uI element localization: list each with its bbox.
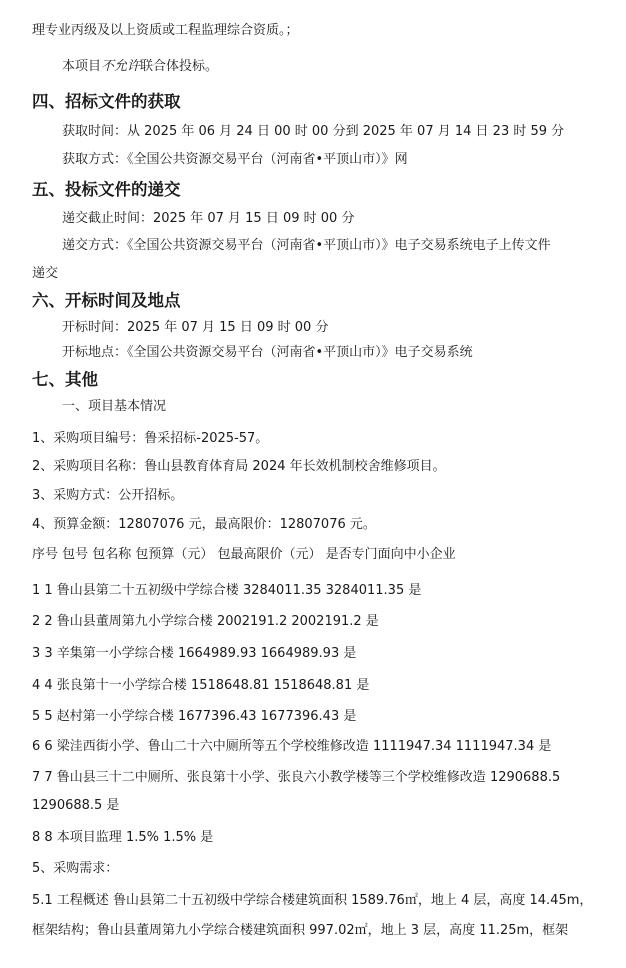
text-line: 1、采购项目编号：鲁采招标-2025-57。 xyxy=(32,431,269,446)
table-row: 1 1 鲁山县第二十五初级中学综合楼 3284011.35 3284011.35 是 xyxy=(32,583,422,598)
table-header: 序号 包号 包名称 包预算（元） 包最高限价（元） 是否专门面向中小企业 xyxy=(32,547,456,562)
section-heading: 六、开标时间及地点 xyxy=(32,291,181,310)
table-row: 6 6 梁洼西街小学、鲁山二十六中厕所等五个学校维修改造 1111947.34 1111947.34 是 xyxy=(32,739,552,754)
section-heading: 五、投标文件的递交 xyxy=(32,180,181,199)
text-line: 3、采购方式：公开招标。 xyxy=(32,488,184,503)
section-heading: 四、招标文件的获取 xyxy=(32,92,181,111)
table-row: 2 2 鲁山县董周第九小学综合楼 2002191.2 2002191.2 是 xyxy=(32,614,379,629)
table-row: 5 5 赵村第一小学综合楼 1677396.43 1677396.43 是 xyxy=(32,709,357,724)
text-line: 本项目不允许联合体投标。 xyxy=(62,59,219,74)
text-line: 5、采购需求： xyxy=(32,861,119,876)
table-row: 4 4 张良第十一小学综合楼 1518648.81 1518648.81 是 xyxy=(32,678,370,693)
table-row: 3 3 辛集第一小学综合楼 1664989.93 1664989.93 是 xyxy=(32,646,357,661)
italic-emphasis: 不允许 xyxy=(101,59,141,74)
table-row: 7 7 鲁山县三十二中厕所、张良第十小学、张良六小教学楼等三个学校维修改造 1290688.5 xyxy=(32,770,561,785)
text-line: 获取时间：从 2025 年 06 月 24 日 00 时 00 分到 2025 年 07 月 14 日 23 时 59 分 xyxy=(62,124,565,139)
text-line: 4、预算金额：12807076 元，最高限价：12807076 元。 xyxy=(32,517,376,532)
text-line: 递交 xyxy=(32,266,59,281)
text-line: 递交截止时间：2025 年 07 月 15 日 09 时 00 分 xyxy=(62,211,355,226)
text-line: 递交方式：《全国公共资源交易平台（河南省•平顶山市）》电子交易系统电子上传文件 xyxy=(62,238,551,253)
text-line: 5.1 工程概述 鲁山县第二十五初级中学综合楼建筑面积 1589.76㎡，地上 4 层，高度 14.45m， xyxy=(32,893,593,908)
text-line: 框架结构；鲁山县董周第九小学综合楼建筑面积 997.02㎡，地上 3 层，高度 11.25m，框架 xyxy=(32,923,569,938)
text-line: 开标时间：2025 年 07 月 15 日 09 时 00 分 xyxy=(62,320,329,335)
text-line: 2、采购项目名称：鲁山县教育体育局 2024 年长效机制校舍维修项目。 xyxy=(32,459,446,474)
text-line: 开标地点：《全国公共资源交易平台（河南省•平顶山市）》电子交易系统 xyxy=(62,345,473,360)
table-row-continuation: 1290688.5 是 xyxy=(32,798,120,813)
text-line: 一、项目基本情况 xyxy=(62,399,167,414)
text-line: 获取方式：《全国公共资源交易平台（河南省•平顶山市）》网 xyxy=(62,152,408,167)
section-heading: 七、其他 xyxy=(32,370,98,389)
text-line: 理专业丙级及以上资质或工程监理综合资质。； xyxy=(32,23,299,38)
table-row: 8 8 本项目监理 1.5% 1.5% 是 xyxy=(32,830,214,845)
